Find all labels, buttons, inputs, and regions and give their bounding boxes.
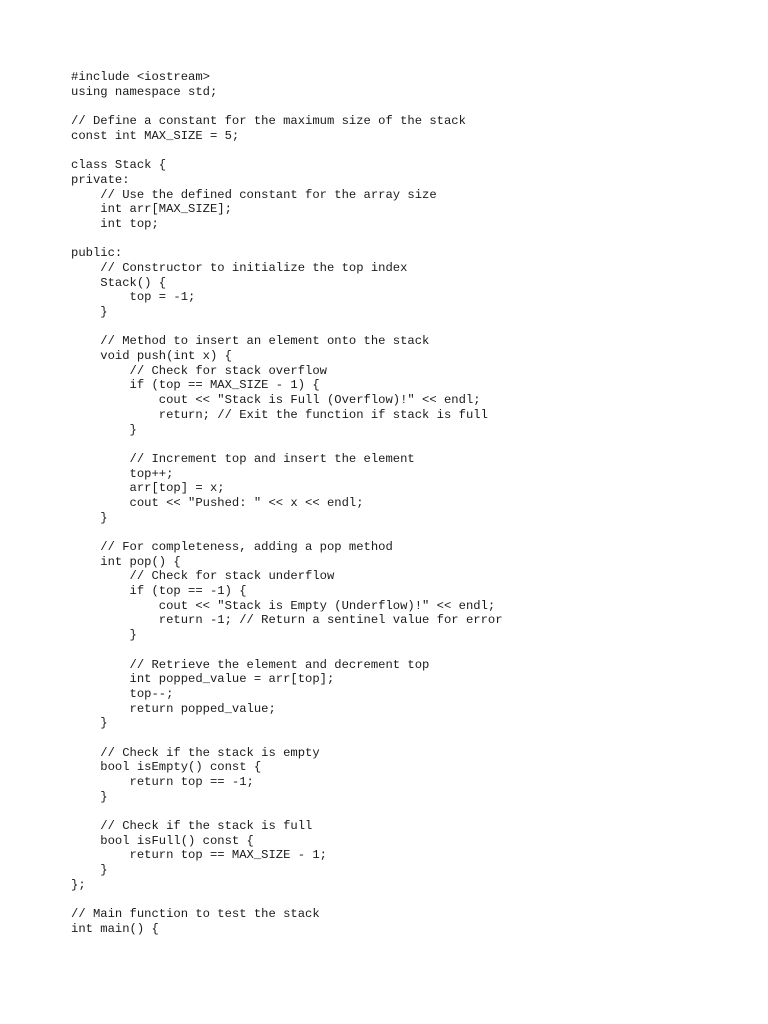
code-line: return top == MAX_SIZE - 1; (71, 848, 327, 863)
code-line (71, 320, 503, 335)
code-line: top++; (71, 466, 174, 481)
code-line: } (71, 422, 137, 437)
code-line: if (top == MAX_SIZE - 1) { (71, 378, 320, 393)
code-line (71, 437, 503, 452)
code-line: // Retrieve the element and decrement top (71, 657, 430, 672)
code-line: } (71, 716, 108, 731)
code-line: // Check for stack underflow (71, 569, 335, 584)
code-line: top = -1; (71, 290, 196, 305)
code-line: int main() { (71, 921, 159, 936)
code-line: return popped_value; (71, 701, 276, 716)
code-line: int arr[MAX_SIZE]; (71, 202, 232, 217)
code-line: class Stack { (71, 158, 167, 173)
code-line: return; // Exit the function if stack is full (71, 407, 488, 422)
code-line (71, 232, 503, 247)
code-line: bool isFull() const { (71, 833, 254, 848)
code-line: // For completeness, adding a pop method (71, 540, 393, 554)
code-line: // Method to insert an element onto the stack (71, 334, 430, 349)
code-line: // Check for stack overflow (71, 363, 327, 378)
code-line: cout << "Pushed: " << x << endl; (71, 495, 364, 510)
code-line: // Constructor to initialize the top index (71, 260, 408, 275)
code-line: // Check if the stack is full (71, 819, 313, 834)
code-line: top--; (71, 686, 174, 701)
code-line: }; (71, 877, 86, 892)
code-line: using namespace std; (71, 84, 218, 99)
code-line: // Check if the stack is empty (71, 745, 320, 760)
code-line: } (71, 510, 108, 525)
code-line: // Use the defined constant for the array size (71, 187, 437, 202)
code-line: #include <iostream> (71, 70, 210, 84)
code-line: bool isEmpty() const { (71, 760, 262, 775)
code-line: } (71, 863, 108, 878)
code-line: const int MAX_SIZE = 5; (71, 128, 240, 143)
code-line: int pop() { (71, 554, 181, 569)
code-line (71, 893, 503, 908)
code-line: return top == -1; (71, 775, 254, 789)
code-line: Stack() { (71, 275, 167, 290)
code-line (71, 643, 503, 658)
code-line: int popped_value = arr[top]; (71, 672, 335, 687)
code-line (71, 143, 503, 158)
code-line: // Main function to test the stack (71, 907, 320, 922)
code-line (71, 99, 503, 114)
code-line: public: (71, 246, 123, 261)
code-line: if (top == -1) { (71, 584, 247, 599)
code-line: void push(int x) { (71, 349, 232, 364)
code-line: private: (71, 172, 130, 187)
code-line: cout << "Stack is Empty (Underflow)!" << endl; (71, 598, 496, 613)
code-line (71, 525, 503, 540)
code-line: } (71, 628, 137, 643)
code-line: // Define a constant for the maximum size of the stack (71, 114, 466, 129)
code-block (71, 70, 503, 937)
code-line: // Increment top and insert the element (71, 451, 415, 466)
code-line: return -1; // Return a sentinel value for error (71, 613, 503, 628)
code-line (71, 804, 503, 819)
code-line: cout << "Stack is Full (Overflow)!" << endl; (71, 393, 481, 408)
code-line: arr[top] = x; (71, 481, 225, 496)
code-line: } (71, 789, 108, 804)
code-line: } (71, 305, 108, 319)
code-line (71, 731, 503, 746)
code-line: int top; (71, 216, 159, 231)
